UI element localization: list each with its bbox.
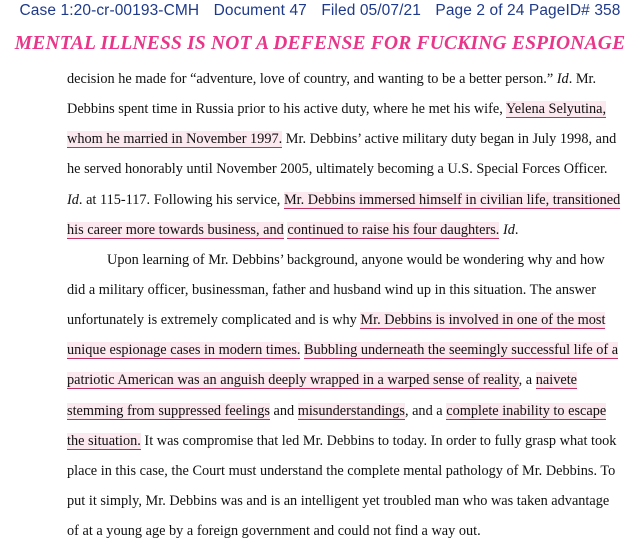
text-segment: Id [502, 221, 515, 238]
case-header [0, 2, 640, 20]
text-segment: Id [67, 191, 79, 208]
text-line [67, 154, 608, 184]
highlighted-text: complete inability to escape [446, 402, 607, 419]
text-segment: and [269, 402, 298, 419]
text-line [67, 64, 597, 94]
text-segment: Id [556, 71, 569, 87]
text-line [67, 335, 619, 365]
highlighted-text: misunderstandings [297, 402, 405, 419]
text-segment: place in this case, the Court must understand the complete mental pathology of Mr. Debbins. To [67, 462, 616, 479]
text-segment: Debbins spent time in Russia prior to his active duty, where he met his wife, [67, 101, 506, 118]
highlighted-text: the situation. [67, 432, 141, 449]
text-segment: Upon learning of Mr. Debbins’ background, anyone would be wondering why and how [107, 251, 605, 268]
highlighted-text: continued to raise his four daughters. [287, 221, 500, 238]
text-line [67, 245, 605, 275]
highlighted-text: patriotic American was an [67, 372, 221, 389]
page-info: Page 2 of 24 PageID# 358 [435, 2, 621, 19]
highlighted-text: naivete [535, 372, 578, 389]
text-line [67, 486, 610, 516]
text-segment: , and a [404, 402, 447, 419]
text-line [67, 94, 607, 124]
document-body [67, 64, 621, 546]
text-line [67, 426, 617, 456]
highlighted-text: Mr. Debbins immersed himself in civilian life, transitioned [283, 191, 621, 208]
text-segment: did a military officer, businessman, father and husband wind up in this situation. The answer [67, 281, 596, 298]
text-segment: . Mr. [568, 71, 597, 87]
highlighted-text: whom he married in November 1997. [67, 131, 283, 148]
document-number: Document 47 [213, 2, 307, 19]
text-line [67, 516, 587, 546]
filed-date: Filed 05/07/21 [321, 2, 421, 19]
highlighted-text: stemming from suppressed feelings [67, 402, 270, 419]
highlighted-text: anguish deeply wrapped in a warped sense of reality [220, 372, 519, 389]
text-segment: . [514, 221, 519, 238]
text-segment: . at 115-117. Following his service, [78, 191, 284, 208]
highlighted-text: his career more towards business, and [67, 221, 284, 238]
text-segment: Mr. Debbins’ active military duty began in July 1998, and [282, 131, 617, 148]
text-line [67, 365, 587, 395]
text-line [67, 456, 616, 486]
text-segment: decision he made for “adventure, love of country, and wanting to be a better person.” [67, 71, 557, 87]
text-line [67, 275, 596, 305]
text-segment: , a [518, 372, 536, 389]
text-segment: unfortunately is extremely complicated and is why [67, 312, 361, 329]
text-segment: he served honorably until November 2005, ultimately becoming a U.S. Special Forces Officer. [67, 161, 608, 178]
text-segment: of at a young age by a foreign government and could not find a way out. [67, 523, 481, 540]
text-segment: put it simply, Mr. Debbins was and is an intelligent yet troubled man who was taken advantage [67, 492, 610, 509]
case-number: Case 1:20-cr-00193-CMH [19, 2, 200, 19]
text-line [67, 396, 607, 426]
highlighted-text: unique espionage cases in modern times. [67, 342, 301, 359]
highlighted-text: Yelena Selyutina, [505, 101, 607, 118]
highlighted-text: Bubbling underneath the seemingly successful life of a [304, 342, 619, 359]
text-line [67, 215, 587, 245]
highlighted-text: Mr. Debbins is involved in one of the most [360, 312, 606, 329]
overlay-banner: MENTAL ILLNESS IS NOT A DEFENSE FOR FUCKING ESPIONAGE [14, 33, 626, 54]
text-line [67, 124, 617, 154]
text-segment: It was compromise that led Mr. Debbins to today. In order to fully grasp what took [140, 432, 617, 449]
text-line [67, 185, 621, 215]
text-line [67, 305, 606, 335]
